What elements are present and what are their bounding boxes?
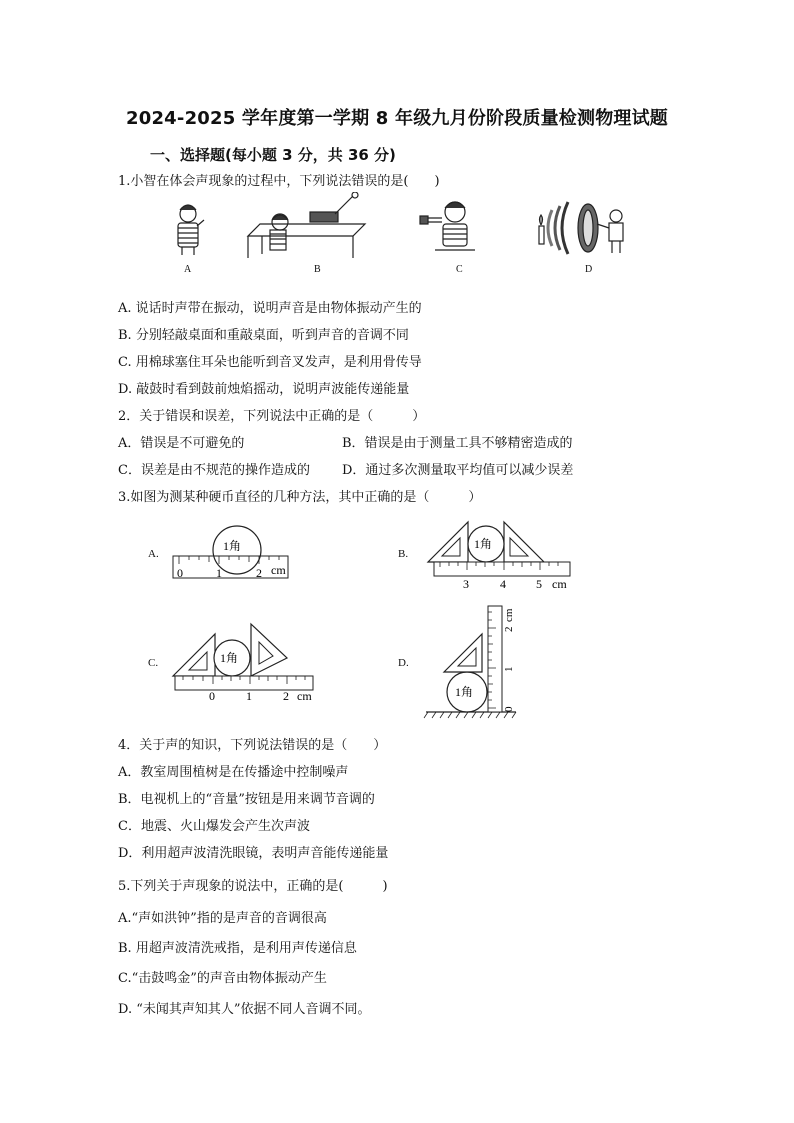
q2-option-b: B．错误是由于测量工具不够精密造成的: [342, 436, 573, 451]
q3c-triangle-right: [251, 624, 287, 676]
q1-stem: 1.小智在体会声现象的过程中，下列说法错误的是( ): [118, 174, 440, 189]
q3c-tick-0: 0: [209, 689, 215, 703]
q3a-tick-0: 0: [177, 566, 183, 580]
q4-option-d: D．利用超声波清洗眼镜，表明声音能传递能量: [118, 846, 389, 861]
q3d-coin-label: 1角: [455, 685, 474, 699]
q4-stem: 4．关于声的知识，下列说法错误的是（ ）: [118, 738, 387, 753]
q3a-tick-2: 2: [256, 566, 262, 580]
q3-label-b: B.: [398, 548, 409, 560]
q3b-tick-4: 4: [500, 577, 506, 591]
q1-option-a: A. 说话时声带在振动，说明声音是由物体振动产生的: [118, 301, 422, 316]
q3d-tick-2: 2: [503, 626, 515, 632]
q3c-ruler: [175, 676, 313, 690]
q3c-coin-label: 1角: [220, 651, 239, 665]
q3b-unit: cm: [552, 577, 567, 591]
q1-caption-b: B: [314, 264, 321, 275]
q2-stem: 2．关于错误和误差，下列说法中正确的是（ ）: [118, 409, 426, 424]
q1-caption-c: C: [456, 264, 463, 275]
q3-figure-b: [420, 516, 580, 592]
q1-caption-a: A: [184, 264, 192, 275]
q5-option-c: C.“击鼓鸣金”的声音由物体振动产生: [118, 971, 327, 986]
q2-option-d: D．通过多次测量取平均值可以减少误差: [342, 463, 574, 478]
q1-illustrations: [150, 192, 650, 282]
q3c-unit: cm: [297, 689, 312, 703]
q1-option-b: B. 分别轻敲桌面和重敲桌面，听到声音的音调不同: [118, 328, 409, 343]
q4-option-a: A．教室周围植树是在传播途中控制噪声: [118, 765, 349, 780]
q1-caption-d: D: [585, 264, 593, 275]
q3a-coin-label: 1角: [223, 539, 242, 553]
q3d-tick-0: 0: [503, 706, 515, 712]
q1-figure-c: [420, 202, 475, 250]
q1-figure-d: [539, 202, 623, 254]
q3-label-d: D.: [398, 657, 409, 669]
section-heading: 一、选择题(每小题 3 分，共 36 分): [150, 146, 396, 164]
q1-option-c: C. 用棉球塞住耳朵也能听到音叉发声，是利用骨传导: [118, 355, 422, 370]
q5-stem: 5.下列关于声现象的说法中，正确的是( ): [118, 879, 388, 894]
q3-figure-c: [165, 622, 325, 706]
q1-figure-b: [248, 192, 365, 258]
q1-figure-a: [178, 205, 204, 255]
q3b-tick-5: 5: [536, 577, 542, 591]
q3d-unit: cm: [503, 608, 515, 622]
q2-option-c: C．误差是由不规范的操作造成的: [118, 463, 310, 478]
q3d-ruler: [488, 606, 502, 712]
q3-label-c: C.: [148, 657, 159, 669]
page-title: 2024-2025 学年度第一学期 8 年级九月份阶段质量检测物理试题: [126, 108, 668, 129]
q5-option-d: D. “未闻其声知其人”依据不同人音调不同。: [118, 1002, 371, 1017]
q3a-unit: cm: [271, 563, 286, 577]
q3a-tick-1: 1: [216, 566, 222, 580]
q3b-coin-label: 1角: [474, 537, 493, 551]
q3-label-a: A.: [148, 548, 159, 560]
q3c-tick-1: 1: [246, 689, 252, 703]
q3-figure-d: [420, 600, 530, 722]
q5-option-b: B. 用超声波清洗戒指，是利用声传递信息: [118, 941, 357, 956]
q3-figure-a: [165, 522, 300, 582]
q2-option-a: A．错误是不可避免的: [118, 436, 245, 451]
q3-stem: 3.如图为测某种硬币直径的几种方法，其中正确的是（ ）: [118, 490, 482, 505]
q3c-tick-2: 2: [283, 689, 289, 703]
q1-option-d: D. 敲鼓时看到鼓前烛焰摇动，说明声波能传递能量: [118, 382, 410, 397]
q3b-tick-3: 3: [463, 577, 469, 591]
q3d-tick-1: 1: [503, 666, 515, 672]
q5-option-a: A.“声如洪钟”指的是声音的音调很高: [118, 911, 327, 926]
q4-option-b: B．电视机上的“音量”按钮是用来调节音调的: [118, 792, 375, 807]
q3b-ruler: [434, 562, 570, 576]
q4-option-c: C．地震、火山爆发会产生次声波: [118, 819, 310, 834]
